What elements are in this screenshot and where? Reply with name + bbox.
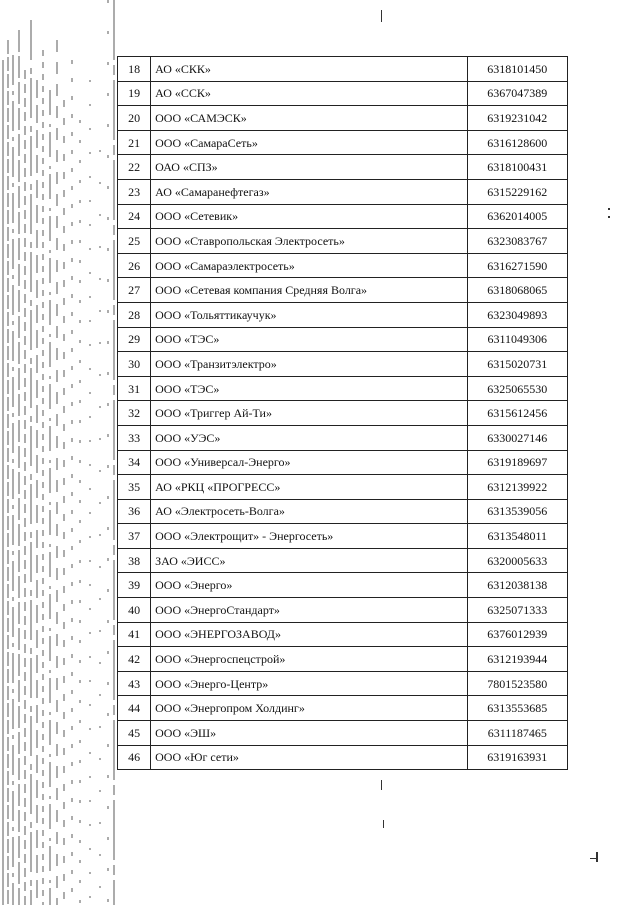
table-row	[118, 376, 568, 401]
table-row	[118, 475, 568, 500]
table-row	[118, 548, 568, 573]
row-number: 46	[118, 745, 151, 770]
row-number: 42	[118, 647, 151, 672]
organization-name: АО «ССК»	[151, 81, 467, 106]
table-row	[118, 253, 568, 278]
inn-number: 6376012939	[467, 622, 567, 647]
table-row	[118, 106, 568, 131]
row-number: 44	[118, 696, 151, 721]
organization-name: ООО «Энергопром Холдинг»	[151, 696, 467, 721]
table-row	[118, 573, 568, 598]
organization-name: ООО «Сетевая компания Средняя Волга»	[151, 278, 467, 303]
table-row	[118, 598, 568, 623]
organization-name: ООО «ТЭС»	[151, 376, 467, 401]
organization-name: АО «Электросеть-Волга»	[151, 499, 467, 524]
organization-name: ООО «Юг сети»	[151, 745, 467, 770]
table-row	[118, 721, 568, 746]
inn-number: 6318068065	[467, 278, 567, 303]
table-row	[118, 622, 568, 647]
inn-number: 6311049306	[467, 327, 567, 352]
row-number: 19	[118, 81, 151, 106]
row-number: 21	[118, 130, 151, 155]
table-row	[118, 57, 568, 82]
inn-number: 6312139922	[467, 475, 567, 500]
table-row	[118, 696, 568, 721]
row-number: 32	[118, 401, 151, 426]
organization-name: ООО «Триггер Ай-Ти»	[151, 401, 467, 426]
table-row	[118, 179, 568, 204]
row-number: 33	[118, 425, 151, 450]
table-row	[118, 204, 568, 229]
inn-number: 6316271590	[467, 253, 567, 278]
table-row	[118, 745, 568, 770]
organizations-table	[117, 56, 568, 770]
organization-name: ООО «СамараСеть»	[151, 130, 467, 155]
organization-name: ООО «Энерго»	[151, 573, 467, 598]
row-number: 29	[118, 327, 151, 352]
table-row	[118, 425, 568, 450]
row-number: 25	[118, 229, 151, 254]
organization-name: ЗАО «ЭИСС»	[151, 548, 467, 573]
inn-number: 6318101450	[467, 57, 567, 82]
organization-name: ООО «ТЭС»	[151, 327, 467, 352]
table-row	[118, 81, 568, 106]
row-number: 37	[118, 524, 151, 549]
organization-name: ООО «Универсал-Энерго»	[151, 450, 467, 475]
row-number: 18	[118, 57, 151, 82]
row-number: 22	[118, 155, 151, 180]
row-number: 43	[118, 671, 151, 696]
organization-name: ОАО «СПЗ»	[151, 155, 467, 180]
inn-number: 6319231042	[467, 106, 567, 131]
inn-number: 6319189697	[467, 450, 567, 475]
inn-number: 6323049893	[467, 302, 567, 327]
inn-number: 6313548011	[467, 524, 567, 549]
table-row	[118, 352, 568, 377]
inn-number: 6325065530	[467, 376, 567, 401]
row-number: 28	[118, 302, 151, 327]
organization-name: АО «СКК»	[151, 57, 467, 82]
organization-name: АО «Самаранефтегаз»	[151, 179, 467, 204]
row-number: 20	[118, 106, 151, 131]
row-number: 34	[118, 450, 151, 475]
inn-number: 6313539056	[467, 499, 567, 524]
organization-name: ООО «УЭС»	[151, 425, 467, 450]
organization-name: ООО «Сетевик»	[151, 204, 467, 229]
inn-number: 6311187465	[467, 721, 567, 746]
row-number: 24	[118, 204, 151, 229]
row-number: 39	[118, 573, 151, 598]
row-number: 36	[118, 499, 151, 524]
table-body	[118, 57, 568, 770]
scan-speck	[383, 820, 384, 828]
scan-speck	[381, 780, 382, 790]
scan-speck	[608, 208, 610, 210]
row-number: 26	[118, 253, 151, 278]
table-row	[118, 671, 568, 696]
table-row	[118, 229, 568, 254]
row-number: 30	[118, 352, 151, 377]
inn-number: 6330027146	[467, 425, 567, 450]
row-number: 38	[118, 548, 151, 573]
organization-name: ООО «САМЭСК»	[151, 106, 467, 131]
inn-number: 6313553685	[467, 696, 567, 721]
row-number: 40	[118, 598, 151, 623]
row-number: 31	[118, 376, 151, 401]
organization-name: ООО «Транзитэлектро»	[151, 352, 467, 377]
inn-number: 6315229162	[467, 179, 567, 204]
table-row	[118, 302, 568, 327]
inn-number: 6316128600	[467, 130, 567, 155]
inn-number: 6318100431	[467, 155, 567, 180]
inn-number: 6323083767	[467, 229, 567, 254]
inn-number: 6312038138	[467, 573, 567, 598]
table-row	[118, 450, 568, 475]
organization-name: АО «РКЦ «ПРОГРЕСС»	[151, 475, 467, 500]
row-number: 27	[118, 278, 151, 303]
inn-number: 6325071333	[467, 598, 567, 623]
inn-number: 6315612456	[467, 401, 567, 426]
inn-number: 6312193944	[467, 647, 567, 672]
organization-name: ООО «Ставропольская Электросеть»	[151, 229, 467, 254]
organization-name: ООО «ЭНЕРГОЗАВОД»	[151, 622, 467, 647]
table-row	[118, 401, 568, 426]
row-number: 41	[118, 622, 151, 647]
scan-speck	[381, 10, 382, 22]
table-row	[118, 647, 568, 672]
organization-name: ООО «Энерго-Центр»	[151, 671, 467, 696]
inn-number: 6367047389	[467, 81, 567, 106]
table-row	[118, 499, 568, 524]
organization-name: ООО «ЭнергоСтандарт»	[151, 598, 467, 623]
organization-name: ООО «Энергоспецстрой»	[151, 647, 467, 672]
table-row	[118, 524, 568, 549]
table-row	[118, 155, 568, 180]
organization-name: ООО «Тольяттикаучук»	[151, 302, 467, 327]
inn-number: 6315020731	[467, 352, 567, 377]
table-row	[118, 278, 568, 303]
scan-speck	[596, 852, 598, 862]
inn-number: 6320005633	[467, 548, 567, 573]
row-number: 23	[118, 179, 151, 204]
inn-number: 7801523580	[467, 671, 567, 696]
scan-speck	[608, 216, 610, 218]
row-number: 45	[118, 721, 151, 746]
inn-number: 6362014005	[467, 204, 567, 229]
organization-name: ООО «Самараэлектросеть»	[151, 253, 467, 278]
table-row	[118, 327, 568, 352]
inn-number: 6319163931	[467, 745, 567, 770]
table-row	[118, 130, 568, 155]
organization-name: ООО «Электрощит» - Энергосеть»	[151, 524, 467, 549]
organization-name: ООО «ЭШ»	[151, 721, 467, 746]
row-number: 35	[118, 475, 151, 500]
scan-edge-artifact	[0, 0, 120, 905]
